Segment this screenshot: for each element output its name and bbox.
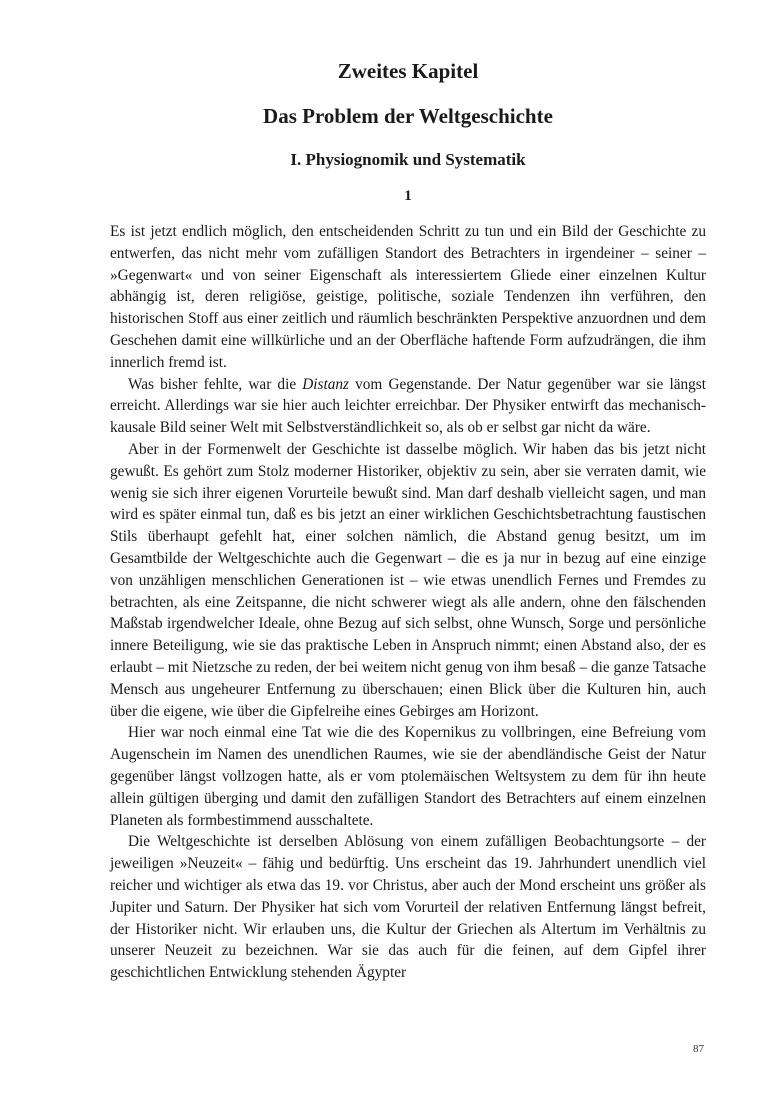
section-number: 1 [404, 188, 412, 204]
paragraph-2: Was bisher fehlte, war die Distanz vom Gegenstande. Der Natur gegenüber war sie längst erreicht. Allerdings war sie hier auch leichter erreichbar. Der Physiker entwirft das mechanisch-kausale Bild seiner Welt mit Selbstverständlichkeit so, als ob er selbst gar nicht da wäre. [110, 375, 706, 437]
paragraph-3: Aber in der Formenwelt der Geschichte ist dasselbe möglich. Wir haben das bis jetzt nicht gewußt. Es gehört zum Stolz moderner Historiker, objektiv zu sein, aber sie verraten damit, wie wenig sie sich ihrer eigenen Vorurteile bewußt sind. Man darf deshalb vielleicht sagen, und man wird es später einmal tun, daß es bis jetzt an einer wirklichen Geschichtsbetrachtung faustischen Stils überhaupt gefehlt hat, einer solchen nämlich, die Abstand genug besitzt, um im Gesamtbilde der Weltgeschichte auch die Gegenwart – die es ja nur in bezug auf eine einzige von unzähligen menschlichen Generationen ist – wie etwas unendlich Fernes und Fremdes zu betrachten, als eine Zeitspanne, die nicht schwerer wiegt als alle andern, ohne den fälschenden Maßstab irgendwelcher Ideale, ohne Bezug auf sich selbst, ohne Wunsch, Sorge und persönliche innere Beteiligung, wie sie das praktische Leben in Anspruch nimmt; einen Abstand also, der es erlaubt – mit Nietzsche zu reden, der bei weitem nicht genug von ihm besaß – die ganze Tatsache Mensch aus ungeheurer Entfernung zu überschauen; einen Blick über die Kulturen hin, auch über die eigene, wie über die Gipfelreihe eines Gebirges am Horizont. [110, 440, 706, 720]
paragraph-5: Die Weltgeschichte ist derselben Ablösung von einem zufälligen Beobachtungsorte – der jeweiligen »Neuzeit« – fähig und bedürftig. Uns erscheint das 19. Jahrhundert unendlich viel reicher und wichtiger als etwa das 19. vor Christus, aber auch der Mond erscheint uns größer als Jupiter und Saturn. Der Physiker hat sich vom Vorurteil der relativen Entfernung längst befreit, der Historiker nicht. Wir erlauben uns, die Kultur der Griechen als Altertum im Verhältnis zu unserer Neuzeit zu bezeichnen. War sie das auch für die feinen, auf dem Gipfel ihrer geschichtlichen Entwicklung stehenden Ägypter [110, 833, 706, 982]
body-text [110, 221, 706, 984]
page-number: 87 [693, 1043, 704, 1055]
heading-block [110, 56, 706, 207]
chapter-subtitle: Das Problem der Weltgeschichte [263, 104, 553, 128]
chapter-title: Zweites Kapitel [337, 59, 479, 83]
section-title: I. Physiognomik und Systematik [290, 150, 526, 169]
paragraph-1: Es ist jetzt endlich möglich, den entscheidenden Schritt zu tun und ein Bild der Geschichte zu entwerfen, das nicht mehr vom zufälligen Standort des Betrachters in irgendeiner – seiner – »Gegenwart« und von seiner Eigenschaft als interessiertem Gliede einer einzelnen Kultur abhängig ist, deren religiöse, geistige, politische, soziale Tendenzen ihn verführen, den historischen Stoff aus einer zeitlich und räumlich beschränkten Perspektive anzuordnen und dem Geschehen damit eine willkürliche und an der Oberfläche haftende Form aufzudrängen, die ihm innerlich fremd ist. [110, 223, 706, 371]
emphasis-distanz: Distanz [302, 375, 349, 393]
paragraph-4: Hier war noch einmal eine Tat wie die des Kopernikus zu vollbringen, eine Befreiung vom Augenschein im Namen des unendlichen Raumes, wie sie der abendländische Geist der Natur gegenüber längst vollzogen hatte, als er vom ptolemäischen Weltsystem zu dem für ihn heute allein gültigen überging und damit den zufälligen Standort des Betrachters auf einem einzelnen Planeten als formbestimmend ausschaltete. [110, 724, 706, 829]
